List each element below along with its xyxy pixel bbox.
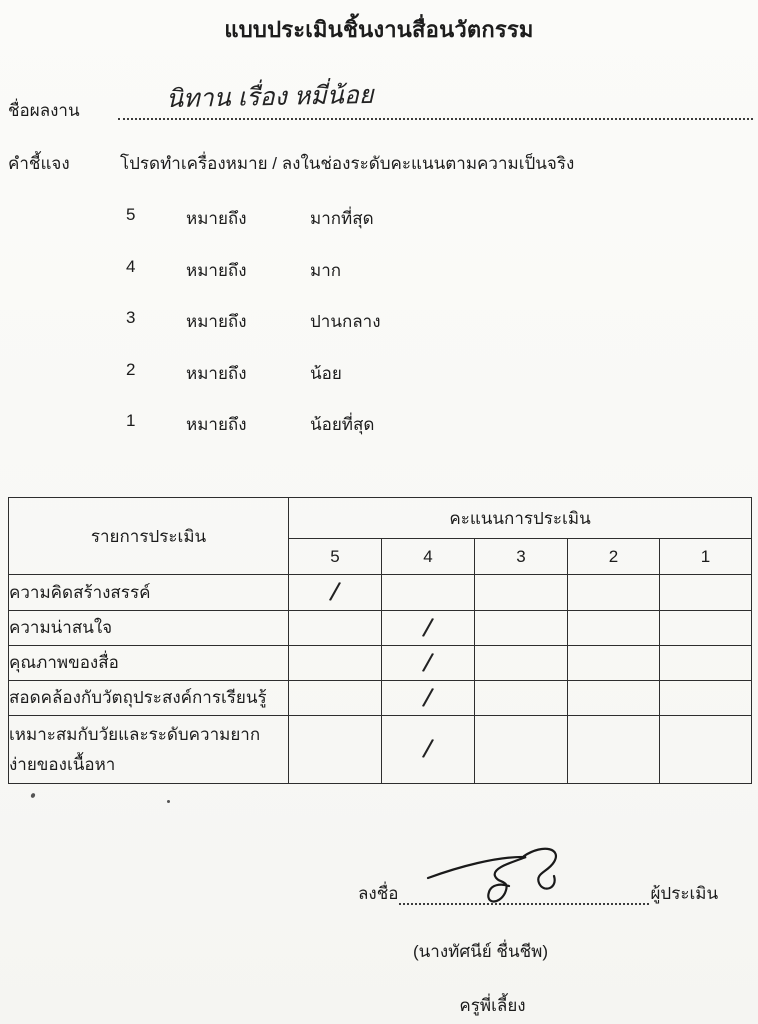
score-cell	[382, 681, 475, 716]
scale-score: 4	[126, 257, 136, 276]
item-label: ความคิดสร้างสรรค์	[9, 575, 289, 611]
check-mark: /	[420, 612, 436, 643]
scale-means-word: หมายถึง	[186, 364, 247, 383]
table-row	[9, 646, 752, 681]
score-cell	[289, 575, 382, 611]
scale-row-2	[0, 360, 758, 386]
evaluator-name: (นางทัศนีย์ ชื่นชีพ)	[413, 942, 548, 961]
scale-meaning: มากที่สุด	[310, 209, 374, 228]
score-cell	[568, 611, 660, 646]
scale-means-word: หมายถึง	[186, 209, 247, 228]
scale-score: 5	[126, 205, 136, 224]
table-row	[9, 575, 752, 611]
item-label-line2: ง่ายของเนื้อหา	[9, 754, 116, 774]
scale-score: 2	[126, 360, 136, 379]
scale-means-word: หมายถึง	[186, 415, 247, 434]
score-cell	[475, 611, 568, 646]
table-row	[9, 716, 752, 784]
signature-line	[358, 880, 718, 907]
check-mark: /	[420, 733, 436, 765]
check-mark: /	[327, 576, 343, 608]
score-cell	[289, 681, 382, 716]
score-cell	[660, 575, 752, 611]
score-cell	[568, 575, 660, 611]
score-cell	[382, 611, 475, 646]
scale-score: 1	[126, 411, 136, 430]
item-label-line1: เหมาะสมกับวัยและระดับความยาก	[9, 724, 261, 744]
score-cell	[475, 575, 568, 611]
sign-label: ลงชื่อ	[358, 884, 399, 903]
score-cell	[382, 575, 475, 611]
scale-meaning: น้อย	[310, 364, 342, 383]
scale-row-3	[0, 308, 758, 334]
score-cell	[289, 611, 382, 646]
scale-meaning: น้อยที่สุด	[310, 415, 375, 434]
table-row	[9, 681, 752, 716]
score-cell	[568, 681, 660, 716]
work-name-handwritten-value: นิทาน เรื่อง หมี่น้อย	[165, 80, 374, 114]
score-column-header: 4	[382, 539, 475, 575]
score-column-header: 5	[289, 539, 382, 575]
score-cell	[660, 611, 752, 646]
evaluator-position: ครูพี่เลี้ยง	[459, 996, 526, 1015]
score-cell	[289, 646, 382, 681]
scale-meaning: ปานกลาง	[310, 312, 381, 331]
instructions-label: คำชี้แจง	[8, 154, 70, 173]
score-cell	[289, 716, 382, 784]
page-title: แบบประเมินชิ้นงานสื่อนวัตกรรม	[224, 17, 534, 42]
scale-meaning: มาก	[310, 261, 342, 280]
item-label	[9, 716, 289, 784]
scale-row-1	[0, 411, 758, 437]
instructions-text: โปรดทำเครื่องหมาย / ลงในช่องระดับคะแนนตามความเป็นจริง	[120, 154, 575, 173]
scale-means-word: หมายถึง	[186, 312, 247, 331]
score-cell	[568, 646, 660, 681]
score-column-header: 2	[568, 539, 660, 575]
table-row	[9, 611, 752, 646]
work-name-dotted-line	[118, 76, 753, 120]
score-cell	[382, 646, 475, 681]
scan-speck	[167, 800, 170, 803]
table-header-scores: คะแนนการประเมิน	[289, 498, 752, 539]
signature-dotted-line	[399, 887, 649, 905]
score-column-header: 3	[475, 539, 568, 575]
scan-speck	[30, 792, 36, 798]
evaluator-label: ผู้ประเมิน	[650, 884, 719, 903]
item-label: คุณภาพของสื่อ	[9, 646, 289, 681]
scale-row-4	[0, 257, 758, 283]
item-label: สอดคล้องกับวัตถุประสงค์การเรียนรู้	[9, 681, 289, 716]
check-mark: /	[420, 647, 436, 678]
work-name-label: ชื่อผลงาน	[8, 101, 80, 120]
score-cell	[568, 716, 660, 784]
score-column-header: 1	[660, 539, 752, 575]
evaluation-table	[8, 497, 752, 784]
check-mark: /	[420, 682, 436, 713]
table-header-items: รายการประเมิน	[9, 498, 289, 575]
score-cell	[475, 681, 568, 716]
scale-score: 3	[126, 308, 136, 327]
score-cell	[660, 716, 752, 784]
score-cell	[660, 681, 752, 716]
score-cell	[660, 646, 752, 681]
score-cell	[475, 716, 568, 784]
item-label: ความน่าสนใจ	[9, 611, 289, 646]
scale-means-word: หมายถึง	[186, 261, 247, 280]
scale-row-5	[0, 205, 758, 231]
score-cell	[475, 646, 568, 681]
score-cell	[382, 716, 475, 784]
